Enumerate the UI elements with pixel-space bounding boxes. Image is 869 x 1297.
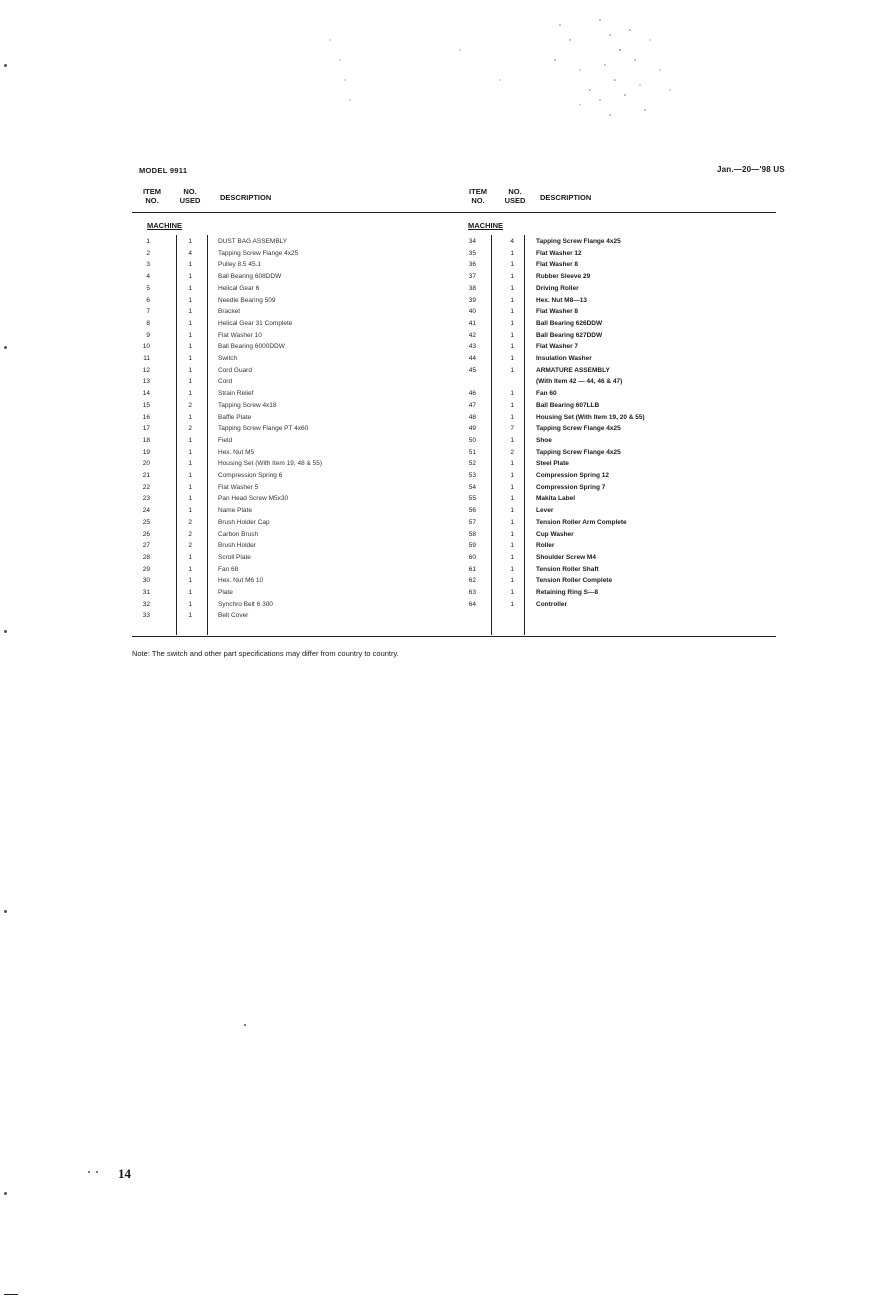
item-number: 33 — [142, 612, 150, 620]
part-description: Flat Washer 7 — [536, 343, 579, 351]
quantity-used: 1 — [510, 413, 514, 421]
quantity-used: 1 — [510, 343, 514, 351]
description-header-right: DESCRIPTION — [540, 193, 592, 202]
item-number: 53 — [468, 472, 476, 479]
item-number: 55 — [468, 495, 476, 503]
quantity-used: 1 — [188, 284, 192, 292]
item-number: 27 — [142, 542, 150, 550]
header-rule — [132, 212, 776, 213]
item-number: 7 — [146, 308, 150, 316]
item-number: 30 — [142, 577, 150, 585]
item-number: 51 — [468, 448, 476, 456]
quantity-used: 1 — [188, 273, 192, 281]
item-number: 59 — [468, 542, 476, 550]
part-description: Hex. Nut M5 — [218, 448, 255, 456]
part-description: Compression Spring 12 — [536, 472, 609, 479]
item-number: 37 — [468, 273, 476, 281]
part-description: Helical Gear 31 Complete — [218, 319, 293, 327]
part-description: Brush Holder — [218, 542, 256, 550]
item-no-header: ITEM NO. — [143, 187, 161, 205]
quantity-used: 1 — [188, 413, 192, 421]
part-description: Carbon Brush — [218, 530, 259, 538]
item-number: 10 — [142, 343, 150, 351]
item-number: 6 — [146, 296, 150, 304]
item-number: 45 — [468, 366, 476, 374]
quantity-used: 1 — [510, 436, 514, 444]
left-col-rule-2 — [207, 235, 208, 635]
part-description: Rubber Sleeve 29 — [536, 273, 591, 281]
item-number: 24 — [142, 507, 150, 515]
item-number: 31 — [142, 589, 150, 596]
part-description: Ball Bearing 607LLB — [536, 401, 600, 409]
part-description: Needle Bearing 509 — [218, 296, 276, 304]
part-description: Cup Washer — [536, 530, 574, 538]
part-description: Belt Cover — [218, 612, 249, 620]
item-number: 18 — [142, 436, 150, 444]
quantity-used: 1 — [510, 495, 514, 503]
part-description: Strain Relief — [218, 390, 254, 398]
item-number: 25 — [142, 518, 150, 526]
quantity-used: 2 — [188, 425, 192, 433]
item-number: 20 — [142, 460, 150, 468]
quantity-used: 2 — [188, 401, 192, 409]
item-number: 48 — [468, 413, 476, 421]
no-used-header-right: NO. USED — [504, 187, 526, 205]
part-description: Pulley 8.5 45.1 — [218, 261, 262, 269]
quantity-used: 1 — [188, 366, 192, 374]
quantity-used: 1 — [188, 600, 192, 608]
part-description: Cord — [218, 378, 233, 386]
part-description: Compression Spring 6 — [218, 472, 283, 479]
part-description: Switch — [218, 355, 238, 362]
part-description: Plate — [218, 589, 233, 596]
item-number: 46 — [468, 390, 476, 398]
part-description: Helical Gear 6 — [218, 284, 260, 292]
part-description: Makita Label — [536, 495, 576, 503]
item-number: 61 — [468, 565, 476, 573]
quantity-used: 2 — [188, 518, 192, 526]
item-number: 16 — [142, 413, 150, 421]
quantity-used: 1 — [510, 331, 514, 339]
quantity-used: 1 — [510, 296, 514, 304]
part-description: Flat Washer 10 — [218, 331, 262, 339]
quantity-used: 1 — [188, 553, 192, 561]
document-date: Jan.—20—'98 US — [717, 165, 785, 174]
quantity-used: 7 — [510, 425, 514, 433]
item-number: 52 — [468, 460, 476, 468]
item-number: 1 — [146, 238, 150, 245]
item-number: 12 — [142, 366, 150, 374]
quantity-used: 1 — [510, 261, 514, 269]
item-number: 23 — [142, 495, 150, 503]
item-number: 63 — [468, 589, 476, 596]
part-description: Synchro Belt 6 300 — [218, 600, 273, 608]
item-number: 35 — [468, 249, 476, 257]
quantity-used: 1 — [510, 553, 514, 561]
item-number: 54 — [468, 483, 476, 491]
part-description: Tension Roller Shaft — [536, 565, 599, 573]
item-number: 49 — [468, 425, 476, 433]
quantity-used: 1 — [188, 577, 192, 585]
part-description: Tapping Screw Flange 4x25 — [536, 238, 621, 245]
description-header: DESCRIPTION — [220, 193, 272, 202]
part-description: Flat Washer 12 — [536, 249, 582, 257]
footnote: Note: The switch and other part specifications may differ from country to country. — [132, 649, 399, 658]
item-number: 22 — [142, 483, 150, 491]
quantity-used: 1 — [510, 366, 514, 374]
quantity-used: 1 — [510, 249, 514, 257]
quantity-used: 1 — [188, 390, 192, 398]
quantity-used: 1 — [510, 273, 514, 281]
part-description: Fan 60 — [536, 390, 557, 398]
part-description: Flat Washer 8 — [536, 308, 579, 316]
item-number: 34 — [468, 238, 476, 245]
part-description: Shoe — [536, 436, 552, 444]
part-description: Ball Bearing 626DDW — [536, 319, 603, 327]
item-number: 39 — [468, 296, 476, 304]
item-number: 56 — [468, 507, 476, 515]
quantity-used: 1 — [188, 355, 192, 362]
item-number: 8 — [146, 319, 150, 327]
part-description: Name Plate — [218, 507, 252, 515]
quantity-used: 1 — [510, 483, 514, 491]
page-number: 14 — [118, 1166, 131, 1181]
item-number: 32 — [142, 600, 150, 608]
item-number: 2 — [146, 249, 150, 257]
scan-speck — [244, 1024, 246, 1026]
quantity-used: 1 — [188, 378, 192, 386]
item-number: 3 — [146, 261, 150, 269]
item-number: 62 — [468, 577, 476, 585]
item-number: 44 — [468, 355, 476, 362]
item-number: 17 — [142, 425, 150, 433]
scan-speck — [4, 346, 7, 349]
part-description: Ball Bearing 627DDW — [536, 331, 603, 339]
quantity-used: 1 — [510, 460, 514, 468]
right-col-rule-1 — [491, 235, 492, 635]
quantity-used: 1 — [188, 261, 192, 269]
quantity-used: 1 — [188, 612, 192, 620]
quantity-used: 1 — [188, 331, 192, 339]
quantity-used: 1 — [188, 319, 192, 327]
item-number: 9 — [146, 331, 150, 339]
scan-noise-top — [300, 0, 720, 150]
quantity-used: 1 — [510, 355, 514, 362]
quantity-used: 1 — [188, 308, 192, 316]
part-description: Controller — [536, 600, 568, 608]
quantity-used: 1 — [188, 589, 192, 596]
section-label-right: MACHINE — [468, 221, 503, 230]
quantity-used: 1 — [510, 319, 514, 327]
quantity-used: 1 — [188, 495, 192, 503]
item-no-header-right: ITEM NO. — [469, 187, 487, 205]
quantity-used: 2 — [510, 448, 514, 456]
item-number: 14 — [142, 390, 150, 398]
item-number: 21 — [142, 472, 150, 479]
no-used-header: NO. USED — [179, 187, 201, 205]
part-description: Compression Spring 7 — [536, 483, 606, 491]
item-number: 26 — [142, 530, 150, 538]
scan-speck — [96, 1171, 98, 1173]
scan-mark — [4, 1294, 18, 1295]
item-number: 50 — [468, 436, 476, 444]
quantity-used: 1 — [188, 565, 192, 573]
right-col-rule-2 — [524, 235, 525, 635]
item-number: 13 — [142, 378, 150, 386]
part-description: Driving Roller — [536, 284, 579, 292]
scan-speck — [4, 630, 7, 633]
quantity-used: 1 — [188, 472, 192, 479]
quantity-used: 1 — [188, 343, 192, 351]
part-description: Ball Bearing 608DDW — [218, 273, 282, 281]
part-description: Ball Bearing 6000DDW — [218, 343, 285, 351]
item-number: 64 — [468, 600, 476, 608]
part-description: Flat Washer 8 — [536, 261, 579, 269]
part-description: Steel Plate — [536, 460, 569, 468]
item-number: 38 — [468, 284, 476, 292]
item-number: 47 — [468, 401, 476, 409]
part-description: Brush Holder Cap — [218, 518, 270, 526]
item-number: 11 — [143, 355, 150, 362]
item-number: 40 — [468, 308, 476, 316]
quantity-used: 1 — [188, 483, 192, 491]
quantity-used: 1 — [188, 296, 192, 304]
item-number: 41 — [468, 319, 476, 327]
item-number: 4 — [146, 273, 150, 281]
quantity-used: 2 — [188, 530, 192, 538]
quantity-used: 1 — [188, 460, 192, 468]
quantity-used: 4 — [188, 249, 192, 257]
item-number: 58 — [468, 530, 476, 538]
part-description: Tapping Screw Flange 4x25 — [218, 249, 299, 257]
part-description: DUST BAG ASSEMBLY — [218, 238, 288, 245]
item-number: 5 — [146, 284, 150, 292]
item-number: 42 — [468, 331, 476, 339]
quantity-used: 1 — [188, 507, 192, 515]
part-description: Tapping Screw Flange 4x25 — [536, 448, 621, 456]
quantity-used: 1 — [510, 507, 514, 515]
part-description: Tapping Screw Flange 4x25 — [536, 425, 621, 433]
quantity-used: 4 — [510, 238, 514, 245]
part-description: Roller — [536, 542, 555, 550]
part-description: Tension Roller Arm Complete — [536, 518, 627, 526]
item-number: 60 — [468, 553, 476, 561]
part-description: ARMATURE ASSEMBLY — [536, 366, 610, 374]
quantity-used: 1 — [510, 577, 514, 585]
part-description: Retaining Ring S—8 — [536, 589, 599, 596]
quantity-used: 1 — [510, 565, 514, 573]
item-number: 29 — [142, 565, 150, 573]
part-description: Tension Roller Complete — [536, 577, 613, 585]
quantity-used: 1 — [510, 390, 514, 398]
part-description: Scroll Plate — [218, 553, 251, 561]
part-description: Hex. Nut M6 10 — [218, 577, 264, 585]
quantity-used: 2 — [188, 542, 192, 550]
quantity-used: 1 — [510, 589, 514, 596]
part-description: (With Item 42 — 44, 46 & 47) — [536, 378, 623, 386]
item-number: 57 — [468, 518, 476, 526]
part-description: Tapping Screw 4x18 — [218, 401, 277, 409]
part-description: Pan Head Screw M5x30 — [218, 495, 289, 503]
quantity-used: 1 — [188, 238, 192, 245]
part-description: Field — [218, 436, 233, 444]
part-description: Housing Set (With Item 19, 20 & 55) — [536, 413, 645, 421]
part-description: Tapping Screw Flange PT 4x60 — [218, 425, 309, 433]
part-description: Cord Guard — [218, 366, 252, 374]
part-description: Fan 68 — [218, 565, 239, 573]
part-description: Lever — [536, 507, 554, 515]
part-description: Flat Washer 5 — [218, 483, 259, 491]
part-description: Baffle Plate — [218, 413, 252, 421]
scan-speck — [4, 910, 7, 913]
item-number: 36 — [468, 261, 476, 269]
part-description: Bracket — [218, 308, 241, 316]
scan-speck — [88, 1171, 90, 1173]
quantity-used: 1 — [510, 518, 514, 526]
footer-rule — [132, 636, 776, 637]
quantity-used: 1 — [510, 308, 514, 316]
quantity-used: 1 — [188, 448, 192, 456]
quantity-used: 1 — [510, 284, 514, 292]
part-description: Insulation Washer — [536, 355, 592, 362]
quantity-used: 1 — [510, 401, 514, 409]
quantity-used: 1 — [510, 530, 514, 538]
part-description: Hex. Nut M8—13 — [536, 296, 587, 304]
model-number: MODEL 9911 — [139, 166, 188, 175]
quantity-used: 1 — [510, 600, 514, 608]
item-number: 28 — [142, 553, 150, 561]
scan-speck — [4, 64, 7, 67]
scan-speck — [4, 1192, 7, 1195]
quantity-used: 1 — [510, 472, 514, 479]
quantity-used: 1 — [510, 542, 514, 550]
quantity-used: 1 — [188, 436, 192, 444]
part-description: Shoulder Screw M4 — [536, 553, 596, 561]
item-number: 43 — [468, 343, 476, 351]
item-number: 15 — [142, 401, 150, 409]
section-label: MACHINE — [147, 221, 182, 230]
part-description: Housing Set (With Item 19, 48 & 55) — [218, 460, 323, 468]
item-number: 19 — [142, 448, 150, 456]
